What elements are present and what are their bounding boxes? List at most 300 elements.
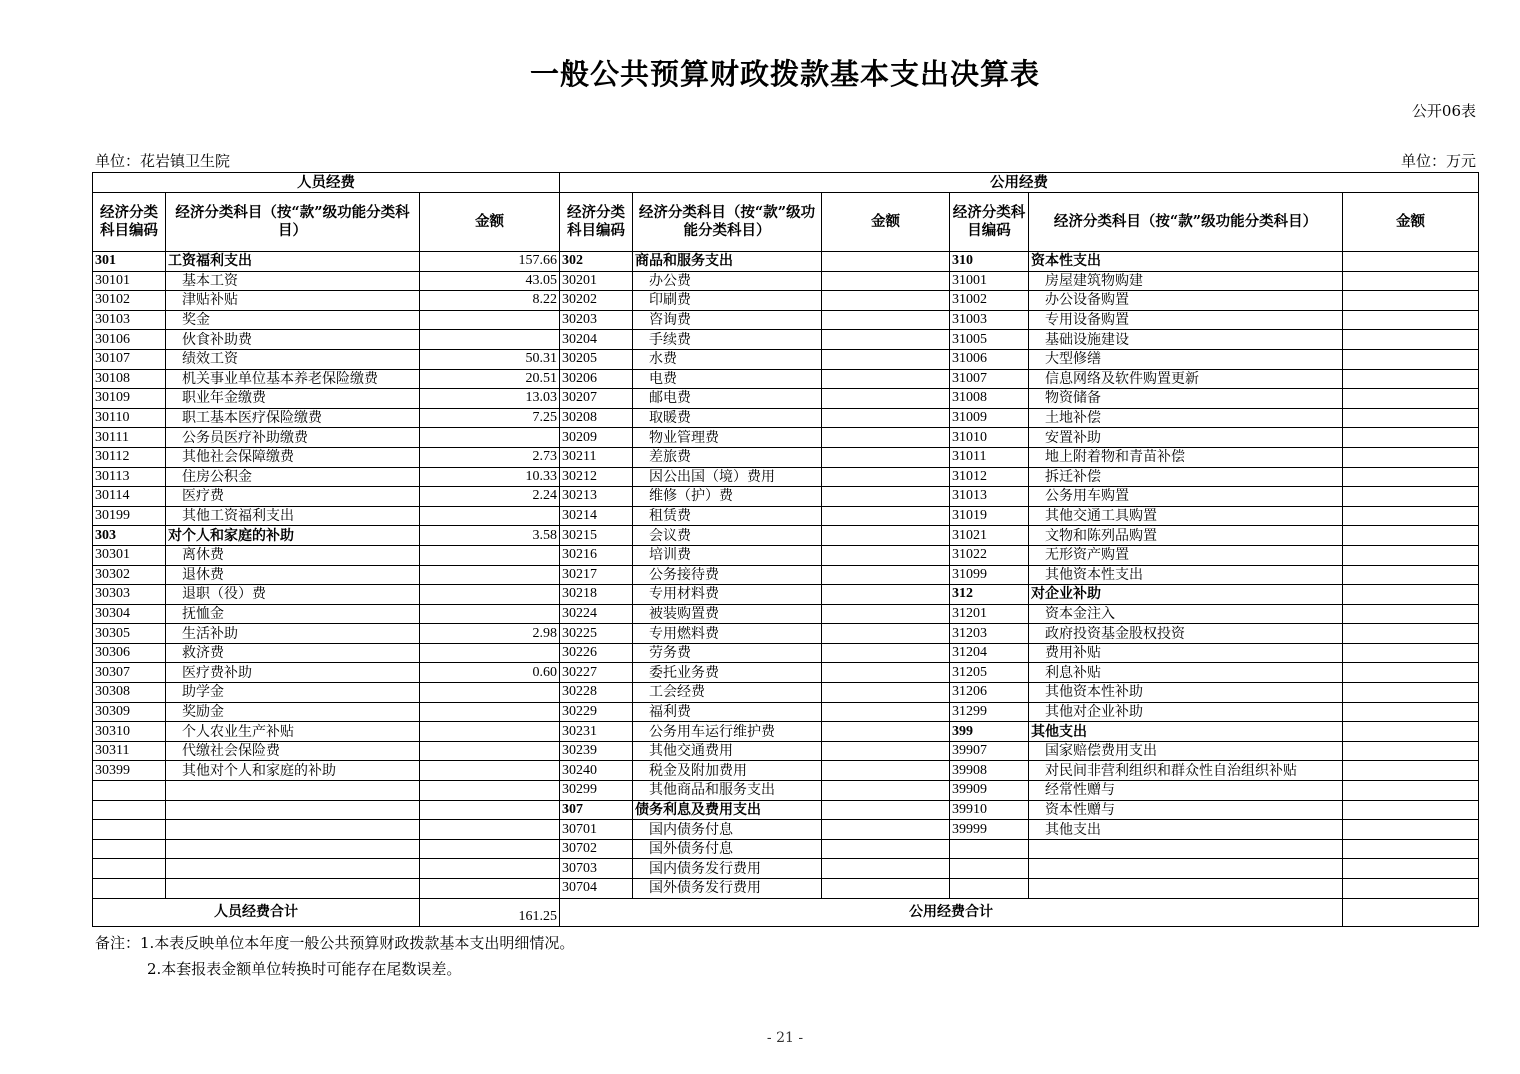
item-name: [166, 800, 420, 820]
item-amount: 43.05: [420, 271, 560, 291]
item-amount: [1343, 683, 1479, 703]
item-amount: [822, 702, 950, 722]
item-code: 30226: [560, 643, 633, 663]
item-amount: [1343, 585, 1479, 605]
item-name: 差旅费: [633, 447, 822, 467]
item-code: 31203: [950, 624, 1029, 644]
table-row: [93, 722, 1479, 742]
item-name: 利息补贴: [1029, 663, 1343, 683]
item-name: 离休费: [166, 545, 420, 565]
item-amount: 3.58: [420, 526, 560, 546]
item-code: 30199: [93, 506, 166, 526]
item-code: 39910: [950, 800, 1029, 820]
item-code: 31021: [950, 526, 1029, 546]
item-code: 30311: [93, 741, 166, 761]
table-row: [93, 702, 1479, 722]
item-name: 奖金: [166, 310, 420, 330]
item-name: 地上附着物和青苗补偿: [1029, 447, 1343, 467]
item-name: 对个人和家庭的补助: [166, 526, 420, 546]
item-code: 30240: [560, 761, 633, 781]
item-code: 30106: [93, 330, 166, 350]
item-amount: [822, 624, 950, 644]
item-amount: [1343, 663, 1479, 683]
item-amount: [822, 839, 950, 859]
item-name: 无形资产购置: [1029, 545, 1343, 565]
col-header-amount: 金额: [822, 193, 950, 252]
table-row: [93, 781, 1479, 801]
item-amount: [420, 565, 560, 585]
table-row: [93, 643, 1479, 663]
item-name: 其他交通工具购置: [1029, 506, 1343, 526]
item-name: 拆迁补偿: [1029, 467, 1343, 487]
item-name: 其他支出: [1029, 820, 1343, 840]
table-row: [93, 330, 1479, 350]
item-code: 30112: [93, 447, 166, 467]
item-name: 其他工资福利支出: [166, 506, 420, 526]
item-amount: [420, 859, 560, 879]
item-code: [93, 800, 166, 820]
item-name: 职业年金缴费: [166, 389, 420, 409]
item-name: 其他资本性支出: [1029, 565, 1343, 585]
item-amount: [420, 722, 560, 742]
item-name: 专用燃料费: [633, 624, 822, 644]
item-amount: [822, 800, 950, 820]
item-amount: [1343, 624, 1479, 644]
item-name: 其他对企业补助: [1029, 702, 1343, 722]
item-amount: [822, 761, 950, 781]
item-amount: [822, 408, 950, 428]
item-amount: [1343, 349, 1479, 369]
item-code: 30103: [93, 310, 166, 330]
item-code: 310: [950, 252, 1029, 272]
item-amount: [1343, 820, 1479, 840]
item-name: 生活补助: [166, 624, 420, 644]
item-code: 31011: [950, 447, 1029, 467]
item-code: 31002: [950, 291, 1029, 311]
item-name: 医疗费: [166, 487, 420, 507]
item-amount: 0.60: [420, 663, 560, 683]
item-amount: 20.51: [420, 369, 560, 389]
item-name: 被装购置费: [633, 604, 822, 624]
item-name: 退职（役）费: [166, 585, 420, 605]
item-code: 30308: [93, 683, 166, 703]
table-row: [93, 859, 1479, 879]
item-name: 工会经费: [633, 683, 822, 703]
item-code: 312: [950, 585, 1029, 605]
item-code: 30703: [560, 859, 633, 879]
table-row: [93, 349, 1479, 369]
item-amount: [822, 663, 950, 683]
item-code: 31012: [950, 467, 1029, 487]
note-line-2: 2.本套报表金额单位转换时可能存在尾数误差。: [147, 960, 462, 978]
item-amount: [420, 741, 560, 761]
item-name: 专用材料费: [633, 585, 822, 605]
item-name: 公务接待费: [633, 565, 822, 585]
item-code: 31205: [950, 663, 1029, 683]
item-code: 39908: [950, 761, 1029, 781]
item-name: 退休费: [166, 565, 420, 585]
item-name: 商品和服务支出: [633, 252, 822, 272]
item-amount: [1343, 487, 1479, 507]
item-amount: 10.33: [420, 467, 560, 487]
col-header-name: 经济分类科目（按“款”级功能分类科目）: [166, 193, 420, 252]
item-code: 31022: [950, 545, 1029, 565]
item-amount: [1343, 428, 1479, 448]
item-name: 房屋建筑物购建: [1029, 271, 1343, 291]
item-amount: 157.66: [420, 252, 560, 272]
item-name: 印刷费: [633, 291, 822, 311]
item-amount: [822, 545, 950, 565]
table-row: [93, 761, 1479, 781]
item-name: 土地补偿: [1029, 408, 1343, 428]
item-code: 30305: [93, 624, 166, 644]
table-row: [93, 526, 1479, 546]
item-name: 国内债务付息: [633, 820, 822, 840]
item-amount: [1343, 330, 1479, 350]
item-name: 公务用车购置: [1029, 487, 1343, 507]
item-amount: [822, 428, 950, 448]
item-amount: [822, 781, 950, 801]
public-total-label: 公用经费合计: [560, 898, 1343, 926]
table-row: [93, 741, 1479, 761]
table-row: [93, 252, 1479, 272]
item-name: 维修（护）费: [633, 487, 822, 507]
item-name: 国外债务付息: [633, 839, 822, 859]
item-name: 助学金: [166, 683, 420, 703]
item-amount: [420, 428, 560, 448]
item-code: [93, 839, 166, 859]
item-amount: [822, 252, 950, 272]
item-name: 水费: [633, 349, 822, 369]
item-name: 救济费: [166, 643, 420, 663]
item-code: 30304: [93, 604, 166, 624]
item-name: 对企业补助: [1029, 585, 1343, 605]
item-amount: [1343, 467, 1479, 487]
item-code: 30212: [560, 467, 633, 487]
table-row: [93, 506, 1479, 526]
item-amount: [420, 800, 560, 820]
item-name: 抚恤金: [166, 604, 420, 624]
col-header-code: 经济分类科目编码: [93, 193, 166, 252]
item-amount: [420, 545, 560, 565]
page-title: 一般公共预算财政拨款基本支出决算表: [529, 57, 1040, 91]
item-amount: [822, 565, 950, 585]
item-amount: [1343, 310, 1479, 330]
item-code: 31201: [950, 604, 1029, 624]
item-amount: [822, 859, 950, 879]
item-name: 取暖费: [633, 408, 822, 428]
item-name: 津贴补贴: [166, 291, 420, 311]
table-row: [93, 310, 1479, 330]
item-code: 31005: [950, 330, 1029, 350]
col-header-amount: 金额: [1343, 193, 1479, 252]
item-name: 资本金注入: [1029, 604, 1343, 624]
unit-money: 单位：万元: [1400, 152, 1476, 170]
unit-name: 单位：花岩镇卫生院: [95, 152, 231, 170]
col-header-name: 经济分类科目（按“款”级功能分类科目）: [1029, 193, 1343, 252]
personnel-total-amount: 161.25: [420, 898, 560, 926]
item-code: 30303: [93, 585, 166, 605]
item-name: 资本性支出: [1029, 252, 1343, 272]
item-code: 30214: [560, 506, 633, 526]
item-amount: [1343, 447, 1479, 467]
item-code: 30208: [560, 408, 633, 428]
item-code: 30310: [93, 722, 166, 742]
item-amount: [420, 839, 560, 859]
item-code: 30306: [93, 643, 166, 663]
item-name: 国家赔偿费用支出: [1029, 741, 1343, 761]
item-name: 职工基本医疗保险缴费: [166, 408, 420, 428]
item-amount: [420, 879, 560, 899]
item-name: 其他商品和服务支出: [633, 781, 822, 801]
item-code: [950, 839, 1029, 859]
col-header-code: 经济分类科目编码: [560, 193, 633, 252]
item-code: 30206: [560, 369, 633, 389]
table-row: [93, 565, 1479, 585]
col-header-code: 经济分类科目编码: [950, 193, 1029, 252]
item-name: 对民间非营利组织和群众性自治组织补贴: [1029, 761, 1343, 781]
table-row: [93, 683, 1479, 703]
item-name: 文物和陈列品购置: [1029, 526, 1343, 546]
col-header-name: 经济分类科目（按“款”级功能分类科目）: [633, 193, 822, 252]
item-code: 31007: [950, 369, 1029, 389]
item-amount: [420, 643, 560, 663]
item-code: 31008: [950, 389, 1029, 409]
item-amount: [822, 349, 950, 369]
item-code: 31006: [950, 349, 1029, 369]
item-code: 30225: [560, 624, 633, 644]
item-amount: [822, 506, 950, 526]
item-code: 302: [560, 252, 633, 272]
item-name: 手续费: [633, 330, 822, 350]
item-amount: [1343, 761, 1479, 781]
item-amount: [1343, 859, 1479, 879]
item-name: 国外债务发行费用: [633, 879, 822, 899]
table-row: [93, 428, 1479, 448]
item-amount: [420, 604, 560, 624]
table-row: [93, 487, 1479, 507]
item-name: 奖励金: [166, 702, 420, 722]
item-amount: 8.22: [420, 291, 560, 311]
item-name: 会议费: [633, 526, 822, 546]
item-code: 31009: [950, 408, 1029, 428]
item-code: 30218: [560, 585, 633, 605]
item-code: 31013: [950, 487, 1029, 507]
public-header: 公用经费: [560, 173, 1479, 193]
item-code: 30209: [560, 428, 633, 448]
item-name: 债务利息及费用支出: [633, 800, 822, 820]
item-code: 31204: [950, 643, 1029, 663]
item-code: [950, 879, 1029, 899]
item-code: 30299: [560, 781, 633, 801]
item-amount: [822, 526, 950, 546]
item-amount: [822, 389, 950, 409]
item-name: 福利费: [633, 702, 822, 722]
item-name: 办公费: [633, 271, 822, 291]
item-code: 30307: [93, 663, 166, 683]
item-name: 住房公积金: [166, 467, 420, 487]
item-code: 30111: [93, 428, 166, 448]
item-name: [166, 859, 420, 879]
item-name: 办公设备购置: [1029, 291, 1343, 311]
item-amount: [822, 683, 950, 703]
item-code: 30228: [560, 683, 633, 703]
item-code: [93, 820, 166, 840]
table-row: [93, 604, 1479, 624]
item-amount: 50.31: [420, 349, 560, 369]
item-name: 代缴社会保险费: [166, 741, 420, 761]
item-name: 机关事业单位基本养老保险缴费: [166, 369, 420, 389]
item-name: 咨询费: [633, 310, 822, 330]
item-amount: [420, 683, 560, 703]
item-code: 30301: [93, 545, 166, 565]
table-row: [93, 839, 1479, 859]
item-name: [1029, 839, 1343, 859]
item-name: 经常性赠与: [1029, 781, 1343, 801]
item-code: 30229: [560, 702, 633, 722]
item-name: 工资福利支出: [166, 252, 420, 272]
item-name: 其他支出: [1029, 722, 1343, 742]
item-amount: 2.98: [420, 624, 560, 644]
item-code: 30108: [93, 369, 166, 389]
item-code: 30399: [93, 761, 166, 781]
table-row: [93, 291, 1479, 311]
item-code: 30224: [560, 604, 633, 624]
item-code: 31010: [950, 428, 1029, 448]
item-amount: [420, 506, 560, 526]
table-row: [93, 585, 1479, 605]
table-row: [93, 624, 1479, 644]
item-name: 专用设备购置: [1029, 310, 1343, 330]
item-name: 绩效工资: [166, 349, 420, 369]
item-code: 30114: [93, 487, 166, 507]
item-name: 税金及附加费用: [633, 761, 822, 781]
item-code: [93, 781, 166, 801]
item-amount: [1343, 722, 1479, 742]
item-amount: [1343, 800, 1479, 820]
item-name: 大型修缮: [1029, 349, 1343, 369]
item-name: 个人农业生产补贴: [166, 722, 420, 742]
item-amount: [1343, 643, 1479, 663]
item-amount: [420, 781, 560, 801]
expenditure-table: [92, 172, 1479, 927]
item-amount: [1343, 271, 1479, 291]
item-name: [166, 839, 420, 859]
item-name: 伙食补助费: [166, 330, 420, 350]
item-code: 30204: [560, 330, 633, 350]
item-amount: [1343, 781, 1479, 801]
item-name: 租赁费: [633, 506, 822, 526]
item-amount: [822, 820, 950, 840]
item-code: 30102: [93, 291, 166, 311]
item-code: 30211: [560, 447, 633, 467]
item-name: 劳务费: [633, 643, 822, 663]
item-amount: [1343, 545, 1479, 565]
item-amount: [1343, 369, 1479, 389]
item-name: 政府投资基金股权投资: [1029, 624, 1343, 644]
item-amount: [1343, 839, 1479, 859]
public-total-amount: [1343, 898, 1479, 926]
col-header-amount: 金额: [420, 193, 560, 252]
item-name: 因公出国（境）费用: [633, 467, 822, 487]
personnel-header: 人员经费: [93, 173, 560, 193]
item-amount: [1343, 252, 1479, 272]
item-code: 30101: [93, 271, 166, 291]
item-code: 30227: [560, 663, 633, 683]
table-row: [93, 408, 1479, 428]
item-amount: [1343, 565, 1479, 585]
table-row: [93, 369, 1479, 389]
item-name: 物业管理费: [633, 428, 822, 448]
item-amount: [822, 330, 950, 350]
item-code: 30201: [560, 271, 633, 291]
item-code: 30205: [560, 349, 633, 369]
item-code: 30309: [93, 702, 166, 722]
item-name: [166, 820, 420, 840]
item-amount: [420, 820, 560, 840]
item-code: 30231: [560, 722, 633, 742]
item-amount: [1343, 526, 1479, 546]
item-name: [1029, 879, 1343, 899]
item-code: 30702: [560, 839, 633, 859]
item-code: 30110: [93, 408, 166, 428]
notes: [95, 930, 574, 982]
item-amount: [420, 761, 560, 781]
item-code: 30302: [93, 565, 166, 585]
item-amount: 13.03: [420, 389, 560, 409]
item-amount: [822, 447, 950, 467]
item-amount: [1343, 291, 1479, 311]
item-code: 39999: [950, 820, 1029, 840]
item-code: 30217: [560, 565, 633, 585]
item-code: 30213: [560, 487, 633, 507]
item-code: [950, 859, 1029, 879]
item-code: 301: [93, 252, 166, 272]
item-name: 医疗费补助: [166, 663, 420, 683]
item-amount: [822, 291, 950, 311]
item-code: 31206: [950, 683, 1029, 703]
table-row: [93, 879, 1479, 899]
item-code: 39907: [950, 741, 1029, 761]
item-code: 39909: [950, 781, 1029, 801]
item-code: 399: [950, 722, 1029, 742]
item-name: 培训费: [633, 545, 822, 565]
item-code: 307: [560, 800, 633, 820]
item-amount: [420, 702, 560, 722]
item-name: 国内债务发行费用: [633, 859, 822, 879]
item-name: 其他交通费用: [633, 741, 822, 761]
item-code: 30239: [560, 741, 633, 761]
table-row: [93, 467, 1479, 487]
item-code: 31001: [950, 271, 1029, 291]
item-amount: 7.25: [420, 408, 560, 428]
table-number: 公开06表: [1411, 102, 1476, 120]
item-code: 30203: [560, 310, 633, 330]
item-name: 公务员医疗补助缴费: [166, 428, 420, 448]
note-line-1: 备注：1.本表反映单位本年度一般公共预算财政拨款基本支出明细情况。: [95, 934, 575, 952]
item-amount: [1343, 702, 1479, 722]
item-code: 30216: [560, 545, 633, 565]
item-name: [166, 879, 420, 899]
item-name: 电费: [633, 369, 822, 389]
item-amount: [822, 585, 950, 605]
table-row: [93, 820, 1479, 840]
item-amount: 2.73: [420, 447, 560, 467]
item-code: 30202: [560, 291, 633, 311]
item-code: 31003: [950, 310, 1029, 330]
item-code: 31099: [950, 565, 1029, 585]
item-name: 费用补贴: [1029, 643, 1343, 663]
